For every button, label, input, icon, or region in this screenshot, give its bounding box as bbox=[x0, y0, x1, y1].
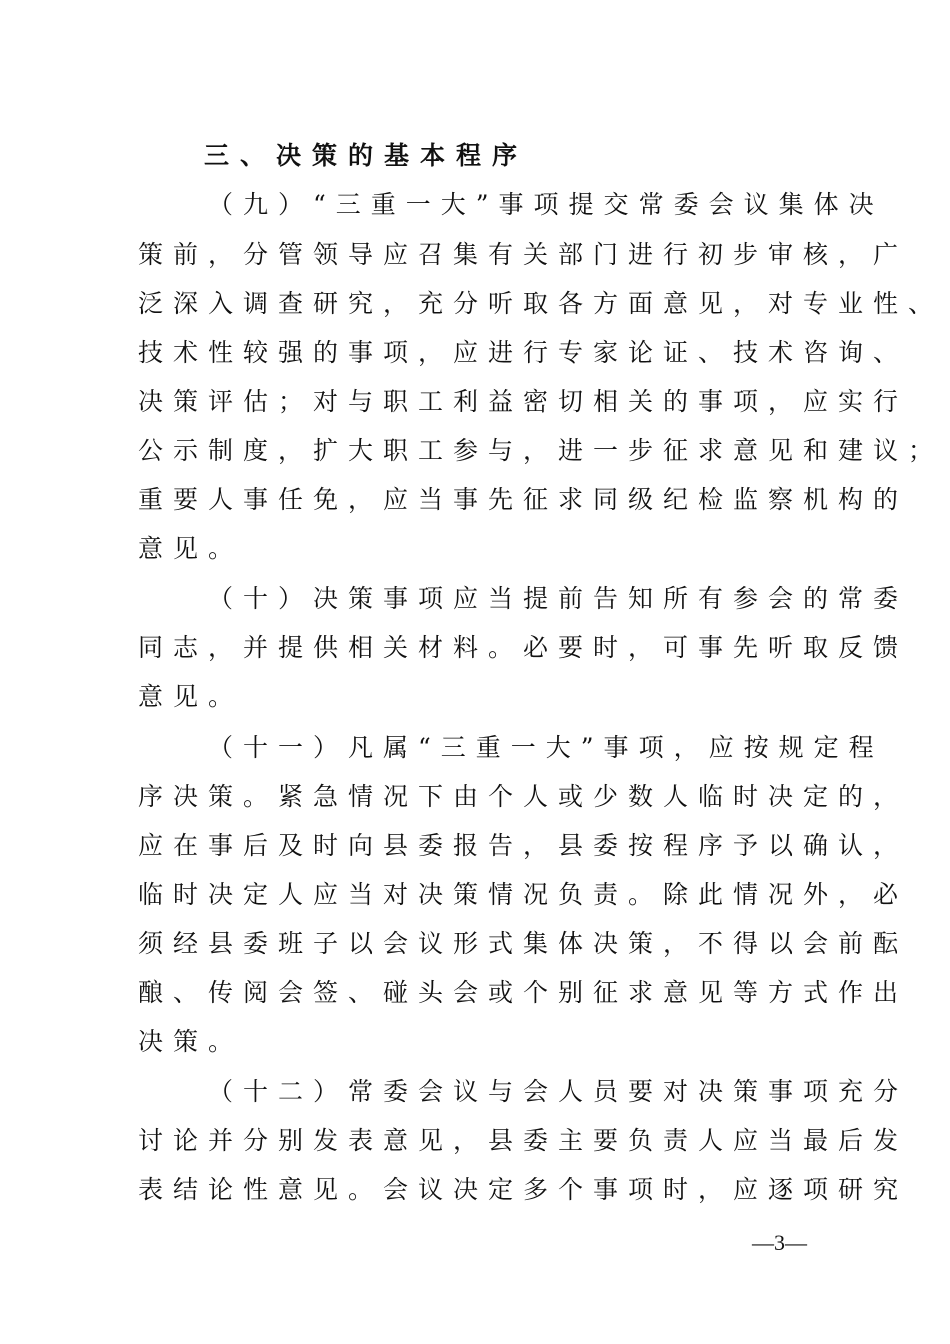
paragraph-line: 临时决定人应当对决策情况负责。除此情况外，必 bbox=[138, 880, 909, 909]
page-number: —3— bbox=[752, 1230, 807, 1255]
paragraph-line: 策前，分管领导应召集有关部门进行初步审核，广 bbox=[138, 240, 909, 269]
paragraph-line: 泛深入调查研究，充分听取各方面意见，对专业性、 bbox=[138, 289, 944, 318]
paragraph-line: 讨论并分别发表意见，县委主要负责人应当最后发 bbox=[138, 1126, 909, 1155]
paragraph-line: 决策评估；对与职工利益密切相关的事项，应实行 bbox=[138, 387, 909, 416]
paragraph-line: 重要人事任免，应当事先征求同级纪检监察机构的 bbox=[138, 485, 909, 514]
paragraph-line: 须经县委班子以会议形式集体决策，不得以会前酝 bbox=[138, 929, 909, 958]
paragraph-line: 意见。 bbox=[138, 534, 244, 563]
section-heading: 三、决策的基本程序 bbox=[204, 141, 529, 170]
paragraph-line: 应在事后及时向县委报告，县委按程序予以确认， bbox=[138, 831, 909, 860]
paragraph-line: 序决策。紧急情况下由个人或少数人临时决定的， bbox=[138, 782, 909, 811]
paragraph-line: 酿、传阅会签、碰头会或个别征求意见等方式作出 bbox=[138, 978, 909, 1007]
paragraph-line: 表结论性意见。会议决定多个事项时，应逐项研究 bbox=[138, 1175, 909, 1204]
paragraph-line: （十）决策事项应当提前告知所有参会的常委 bbox=[208, 584, 909, 613]
paragraph-line: 意见。 bbox=[138, 682, 244, 711]
paragraph-line: 公示制度，扩大职工参与，进一步征求意见和建议； bbox=[138, 436, 944, 465]
paragraph-line: 同志，并提供相关材料。必要时，可事先听取反馈 bbox=[138, 633, 909, 662]
paragraph-line: 决策。 bbox=[138, 1027, 244, 1056]
paragraph-line: （十二）常委会议与会人员要对决策事项充分 bbox=[208, 1077, 909, 1106]
paragraph-line: 技术性较强的事项，应进行专家论证、技术咨询、 bbox=[138, 338, 909, 367]
paragraph-line: （九）“三重一大”事项提交常委会议集体决 bbox=[208, 190, 884, 219]
paragraph-line: （十一）凡属“三重一大”事项，应按规定程 bbox=[208, 733, 884, 762]
